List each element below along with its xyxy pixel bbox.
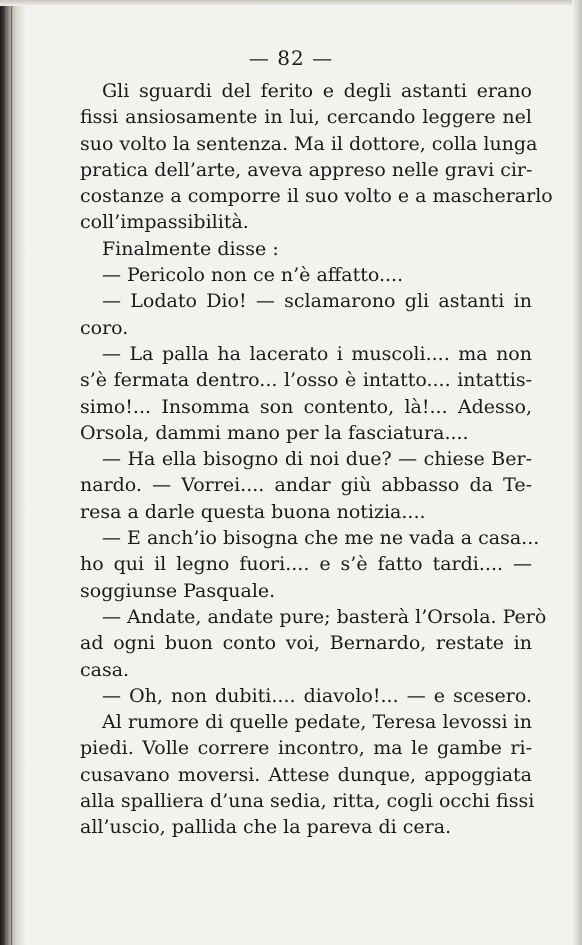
text-line: coro. bbox=[80, 316, 129, 339]
text-line: fissi ansiosamente in lui, cercando leggere nel bbox=[80, 106, 532, 129]
text-line: casa. bbox=[80, 658, 130, 681]
text-line: — Pericolo non ce n’è affatto.... bbox=[102, 264, 404, 287]
book-gutter-shadow bbox=[0, 0, 26, 945]
gutter-line bbox=[5, 0, 6, 945]
text-line: costanze a comporre il suo volto e a mascherarlo bbox=[80, 185, 553, 208]
text-line: — Ha ella bisogno di noi due? — chiese Ber- bbox=[102, 448, 532, 471]
text-line: Al rumore di quelle pedate, Teresa levossi in bbox=[102, 711, 532, 734]
text-line: ad ogni buon conto voi, Bernardo, restate in bbox=[80, 632, 532, 655]
text-line: suo volto la sentenza. Ma il dottore, colla lunga bbox=[80, 132, 538, 155]
text-line: — Oh, non dubiti.... diavolo!... — e scesero. bbox=[102, 684, 532, 707]
text-line: nardo. — Vorrei.... andar giù abbasso da Te- bbox=[80, 474, 532, 497]
text-line: pratica dell’arte, aveva appreso nelle gravi cir- bbox=[80, 158, 533, 181]
text-line: soggiunse Pasquale. bbox=[80, 579, 276, 602]
text-line: — E anch’io bisogna che me ne vada a casa... bbox=[102, 527, 540, 550]
text-line: simo!... Insomma son contento, là!... Adesso, bbox=[80, 395, 532, 418]
text-line: — Lodato Dio! — sclamarono gli astanti in bbox=[102, 290, 532, 313]
page-right-edge bbox=[572, 0, 582, 945]
text-line: piedi. Volle correre incontro, ma le gambe ri- bbox=[80, 737, 532, 760]
text-line: all’uscio, pallida che la pareva di cera. bbox=[80, 816, 452, 839]
text-line: — La palla ha lacerato i muscoli.... ma non bbox=[102, 342, 532, 365]
text-line: s’è fermata dentro... l’osso è intatto.... intattis- bbox=[80, 369, 532, 392]
text-line: alla spalliera d’una sedia, ritta, cogli occhi fissi bbox=[80, 790, 535, 813]
text-line: Finalmente disse : bbox=[102, 237, 279, 260]
text-line: — Andate, andate pure; basterà l’Orsola. Però bbox=[102, 605, 547, 628]
text-line: cusavano moversi. Attese dunque, appoggiata bbox=[80, 763, 532, 786]
text-line: ho qui il legno fuori.... e s’è fatto tardi.... — bbox=[80, 553, 532, 576]
body-text bbox=[80, 78, 553, 841]
text-line: Orsola, dammi mano per la fasciatura.... bbox=[80, 421, 469, 444]
text-line: Gli sguardi del ferito e degli astanti erano bbox=[102, 80, 532, 102]
text-line: resa a darle questa buona notizia.... bbox=[80, 500, 426, 523]
page-top-edge bbox=[0, 0, 582, 6]
page-number: — 82 — bbox=[248, 46, 334, 70]
text-line: coll’impassibilità. bbox=[80, 211, 249, 234]
gutter-line bbox=[11, 0, 12, 945]
